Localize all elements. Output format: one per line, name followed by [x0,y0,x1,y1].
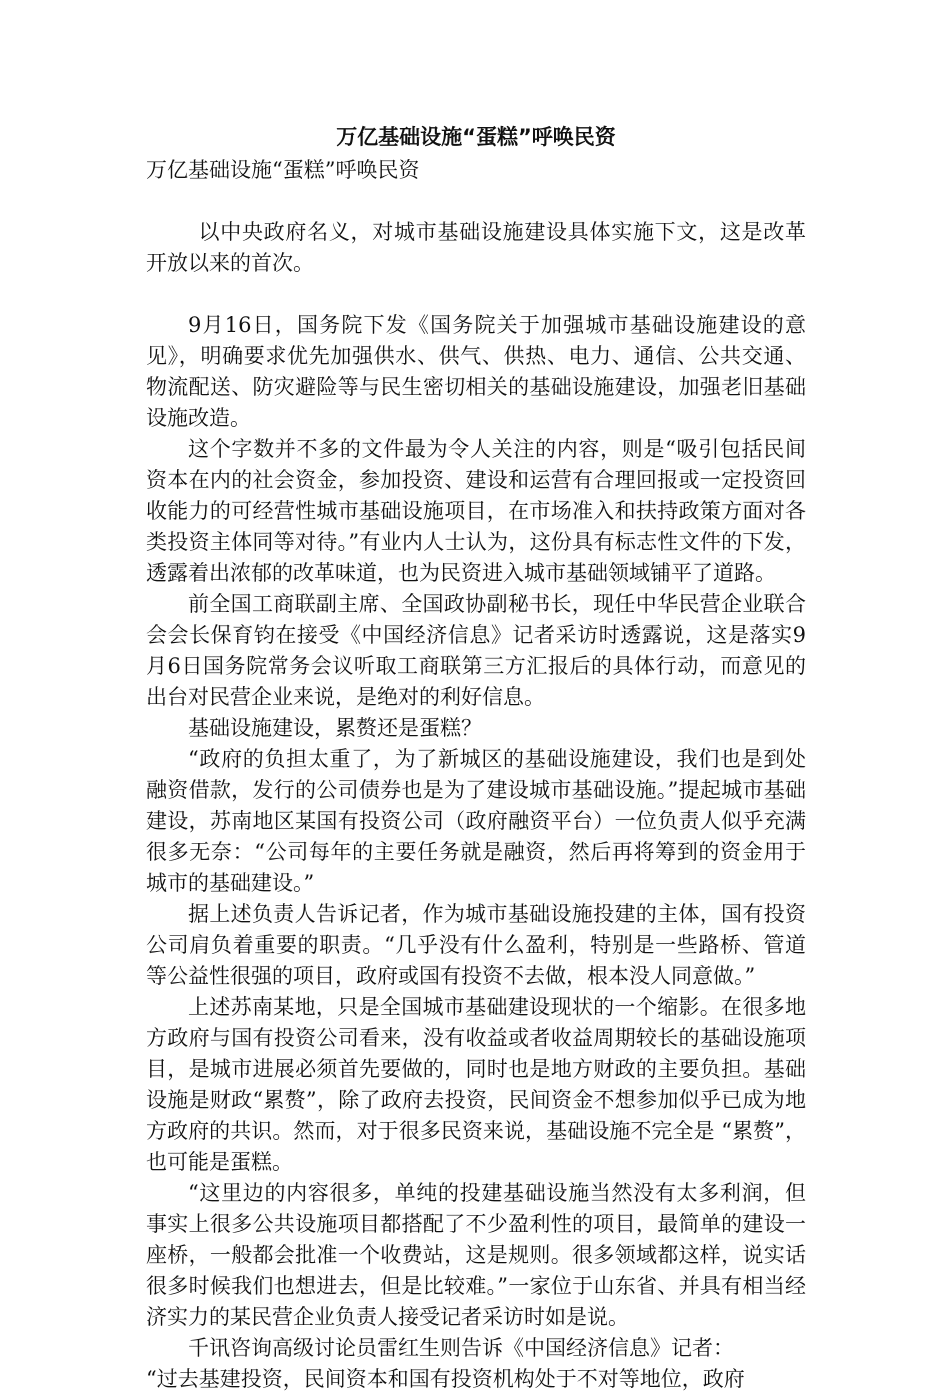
document-page [146,122,806,1395]
paragraph-1: 以中央政府名义，对城市基础设施建设具体实施下文，这是改革开放以来的首次。 [146,220,806,275]
paragraph-4: 前全国工商联副主席、全国政协副秘书长，现任中华民营企业联合会会长保育钧在接受《中国经济信息》记者采访时透露说，这是落实9月6日国务院常务会议听取工商联第三方汇报后的具体行动，而意见的出台对民营企业来说，是绝对的利好信息。 [146,592,806,709]
paragraph-9: 千讯咨询高级讨论员雷红生则告诉《中国经济信息》记者： [188,1336,734,1360]
paragraph-8: “这里边的内容很多，单纯的投建基础设施当然没有太多利润，但事实上很多公共设施项目都搭配了不少盈利性的项目，最简单的建设一座桥，一般都会批准一个收费站，这是规则。很多领域都这样，说实话很多时候我们也想进去，但是比较难。”一家位于山东省、并具有相当经济实力的某民营企业负责人接受记者采访时如是说。 [146,1181,806,1329]
document-title: 万亿基础设施“蛋糕”呼唤民资 [336,125,616,149]
paragraph-3: 这个字数并不多的文件最为令人关注的内容，则是“吸引包括民间资本在内的社会资金，参加投资、建设和运营有合理回报或一定投资回收能力的可经营性城市基础设施项目，在市场准入和扶持政策方面对各类投资主体同等对待。”有业内人士认为，这份具有标志性文件的下发，透露着出浓郁的改革味道，也为民资进入城市基础领域铺平了道路。 [146,437,806,585]
paragraph-6: 据上述负责人告诉记者，作为城市基础设施投建的主体，国有投资公司肩负着重要的职责。“几乎没有什么盈利，特别是一些路桥、管道等公益性很强的项目，政府或国有投资不去做，根本没人同意做。” [146,902,806,988]
document-subtitle: 万亿基础设施“蛋糕”呼唤民资 [146,158,420,182]
paragraph-2: 9月16日，国务院下发《国务院关于加强城市基础设施建设的意见》，明确要求优先加强供水、供气、供热、电力、通信、公共交通、物流配送、防灾避险等与民生密切相关的基础设施建设，加强老旧基础设施改造。 [146,313,806,430]
paragraph-7: 上述苏南某地，只是全国城市基础建设现状的一个缩影。在很多地方政府与国有投资公司看来，没有收益或者收益周期较长的基础设施项目，是城市进展必须首先要做的，同时也是地方财政的主要负担。基础设施是财政“累赘”，除了政府去投资，民间资金不想参加似乎已成为地方政府的共识。然而，对于很多民资来说，基础设施不完全是 “累赘”， 也可能是蛋糕。 [146,995,806,1174]
paragraph-10: “过去基建投资，民间资本和国有投资机构处于不对等地位，政府 [146,1367,745,1391]
section-heading: 基础设施建设，累赘还是蛋糕？ [188,716,482,740]
paragraph-5: “政府的负担太重了，为了新城区的基础设施建设，我们也是到处融资借款，发行的公司债券也是为了建设城市基础设施。”提起城市基础建设，苏南地区某国有投资公司（政府融资平台）一位负责人似乎充满很多无奈：“公司每年的主要任务就是融资，然后再将筹到的资金用于城市的基础建设。” [146,747,806,895]
